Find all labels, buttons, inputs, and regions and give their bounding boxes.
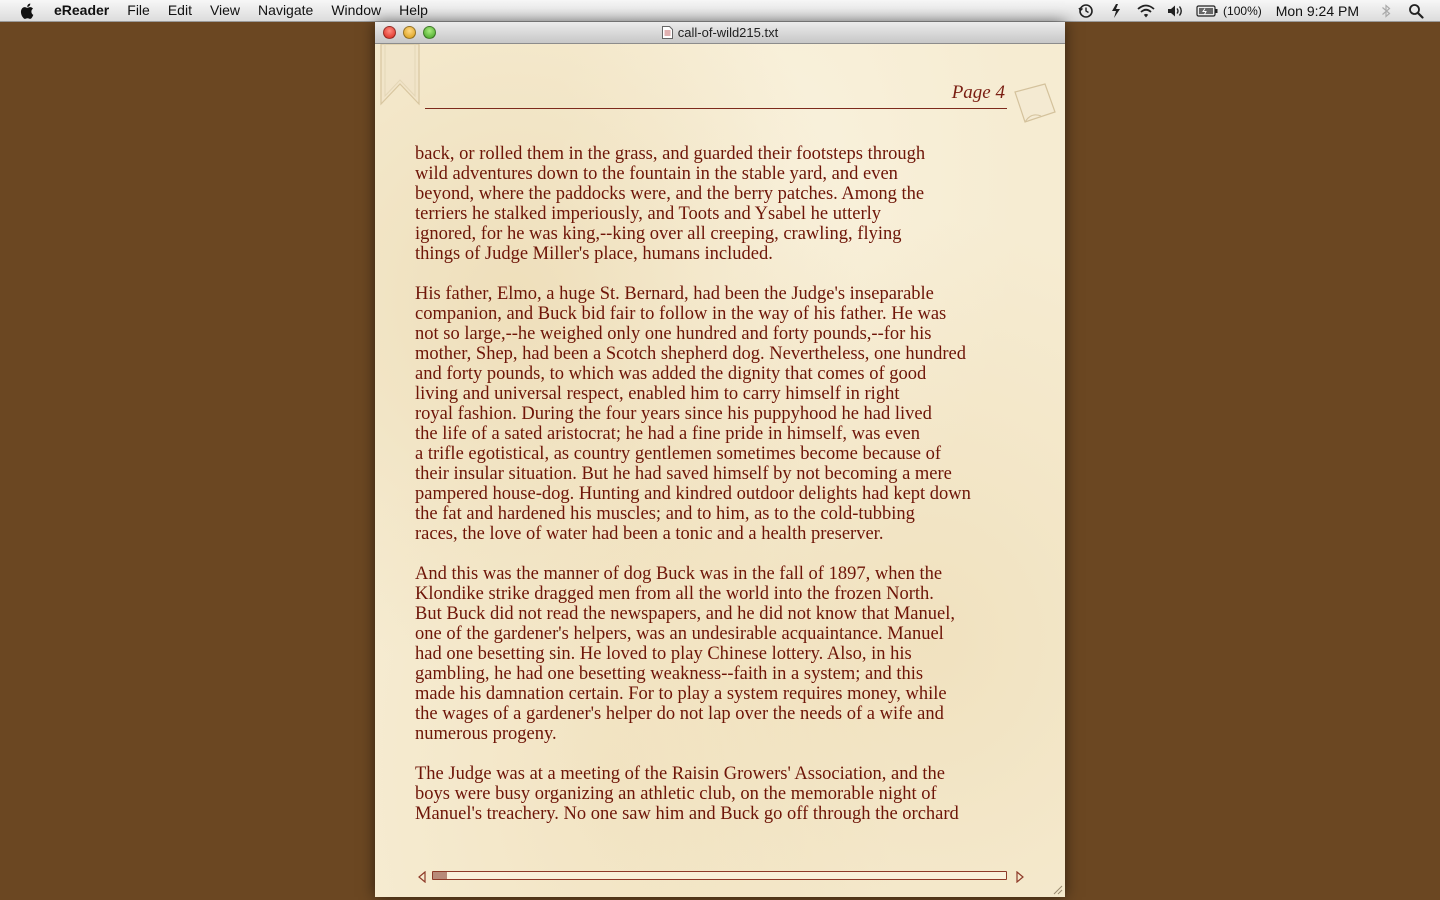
menu-edit[interactable]: Edit (167, 2, 192, 18)
note-icon[interactable] (1011, 82, 1059, 128)
time-machine-icon[interactable] (1076, 2, 1096, 20)
volume-icon[interactable] (1166, 2, 1186, 20)
text-line: back, or rolled them in the grass, and guarded their footsteps through (415, 144, 926, 164)
scroll-thumb[interactable] (433, 872, 447, 879)
text-line: not so large,--he weighed only one hundred and forty pounds,--for his (415, 324, 932, 344)
bluetooth-icon[interactable] (1376, 2, 1396, 20)
text-line: things of Judge Miller's place, humans included. (415, 244, 773, 264)
scroll-left-arrow-icon[interactable] (417, 871, 427, 883)
battery-icon[interactable] (1196, 2, 1218, 20)
menu-clock[interactable]: Mon 9:24 PM (1275, 2, 1359, 19)
text-line: the fat and hardened his muscles; and to him, as to the cold-tubbing (415, 504, 915, 524)
reader-window (375, 22, 1065, 897)
paragraph (415, 144, 1035, 264)
text-line: a trifle egotistical, as country gentlemen sometimes become because of (415, 444, 942, 464)
spotlight-icon[interactable] (1406, 2, 1426, 20)
sync-icon[interactable] (1106, 2, 1126, 20)
paragraph (415, 564, 1035, 744)
text-line: Manuel's treachery. No one saw him and Buck go off through the orchard (415, 804, 959, 824)
text-line: The Judge was at a meeting of the Raisin Growers' Association, and the (415, 764, 945, 784)
text-line: and forty pounds, to which was added the dignity that comes of good (415, 364, 927, 384)
wifi-icon[interactable] (1136, 2, 1156, 20)
menu-bar (0, 0, 1440, 22)
text-line: And this was the manner of dog Buck was in the fall of 1897, when the (415, 564, 943, 584)
paragraph (415, 764, 1035, 824)
text-line: wild adventures down to the fountain in the stable yard, and even (415, 164, 898, 184)
scroll-track[interactable] (432, 871, 1007, 880)
text-line: terriers he stalked imperiously, and Toots and Ysabel he utterly (415, 204, 882, 224)
resize-grip-icon[interactable] (1051, 883, 1063, 895)
menu-navigate[interactable]: Navigate (258, 2, 314, 18)
text-line: one of the gardener's helpers, was an undesirable acquaintance. Manuel (415, 624, 944, 644)
text-line: numerous progeny. (415, 724, 557, 744)
menu-app-name[interactable]: eReader (54, 2, 110, 18)
horizontal-scrollbar[interactable] (417, 870, 1025, 882)
window-title-text: call-of-wild215.txt (677, 25, 779, 40)
text-line: gambling, he had one besetting weakness--faith in a system; and this (415, 664, 924, 684)
bookmark-icon[interactable] (379, 44, 423, 108)
page-number: Page 4 (951, 82, 1005, 103)
text-line: made his damnation certain. For to play a system requires money, while (415, 684, 947, 704)
text-line: pampered house-dog. Hunting and kindred outdoor delights had kept down (415, 484, 971, 504)
text-line: had one besetting sin. He loved to play Chinese lottery. Also, in his (415, 644, 912, 664)
text-line: the wages of a gardener's helper do not lap over the needs of a wife and (415, 704, 944, 724)
battery-percentage: (100%) (1223, 3, 1262, 18)
text-line: ignored, for he was king,--king over all creeping, crawling, flying (415, 224, 902, 244)
menu-help[interactable]: Help (399, 2, 428, 18)
text-line: His father, Elmo, a huge St. Bernard, had been the Judge's inseparable (415, 284, 934, 304)
menu-file[interactable]: File (127, 2, 150, 18)
text-line: races, the love of water had been a tonic and a health preserver. (415, 524, 884, 544)
text-line: boys were busy organizing an athletic club, on the memorable night of (415, 784, 937, 804)
paragraph (415, 284, 1035, 544)
text-line: their insular situation. But he had saved himself by not becoming a mere (415, 464, 952, 484)
text-line: beyond, where the paddocks were, and the berry patches. Among the (415, 184, 925, 204)
text-line: mother, Shep, had been a Scotch shepherd dog. Nevertheless, one hundred (415, 344, 967, 364)
menu-window[interactable]: Window (331, 2, 382, 18)
page-header-rule (425, 108, 1007, 109)
text-line: royal fashion. During the four years since his puppyhood he had lived (415, 404, 932, 424)
text-line: companion, and Buck bid fair to follow in the way of his father. He was (415, 304, 947, 324)
window-title (375, 22, 1065, 43)
reader-page (375, 44, 1065, 897)
text-line: But Buck did not read the newspapers, and he did not know that Manuel, (415, 604, 955, 624)
page-text (415, 144, 1035, 844)
window-titlebar[interactable] (375, 22, 1065, 44)
text-line: the life of a sated aristocrat; he had a fine pride in himself, was even (415, 424, 920, 444)
text-line: living and universal respect, enabled him to carry himself in right (415, 384, 900, 404)
apple-icon[interactable] (18, 2, 36, 20)
text-line: Klondike strike dragged men from all the world into the frozen North. (415, 584, 934, 604)
document-icon (662, 26, 673, 39)
menu-view[interactable]: View (209, 2, 241, 18)
scroll-right-arrow-icon[interactable] (1015, 871, 1025, 883)
